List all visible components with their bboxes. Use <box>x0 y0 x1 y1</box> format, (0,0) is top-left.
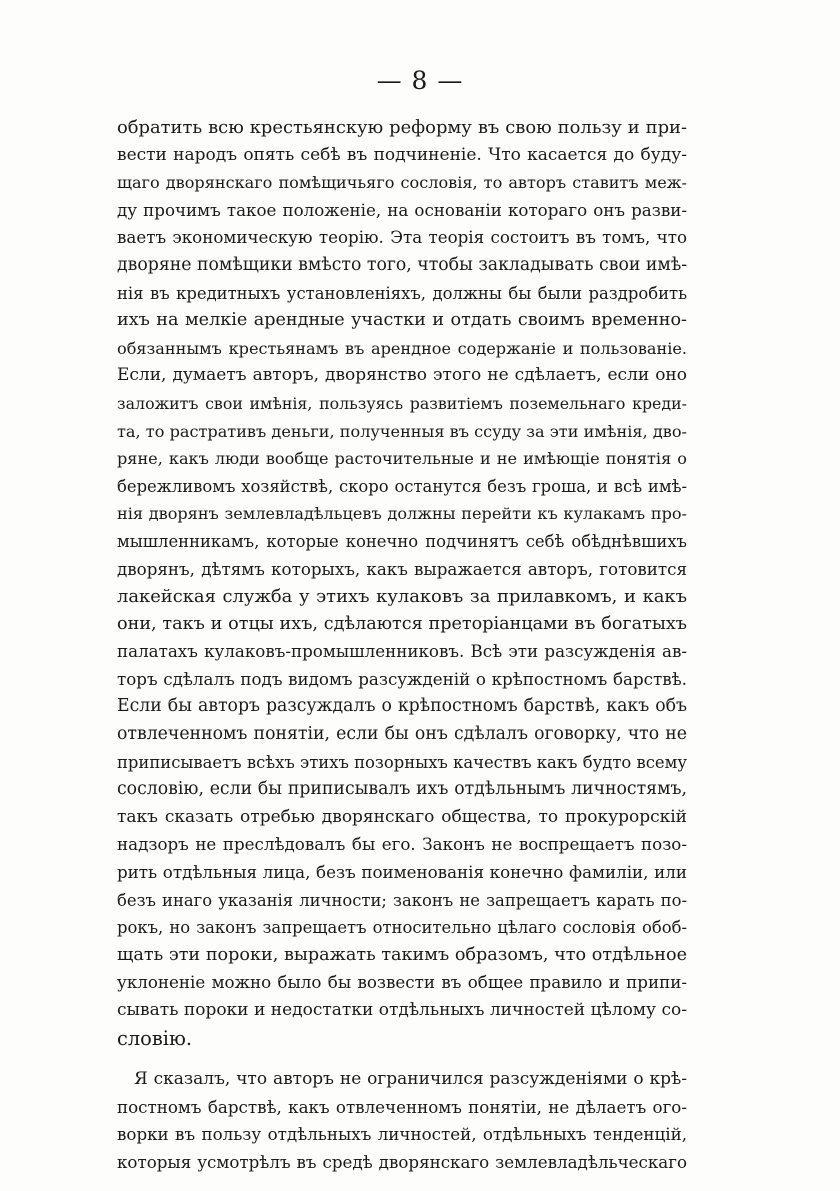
text-line: безъ инаго указанія личности; законъ не запрещаетъ карать по- <box>117 890 687 910</box>
text-line: щать эти пороки, выражать такимъ образомъ, что отдѣльное <box>117 944 687 965</box>
text-line: уклоненіе можно было бы возвести въ общее правило и припи- <box>117 972 687 993</box>
text-line: Я сказалъ, что авторъ не ограничился разсужденіями о крѣ- <box>134 1069 687 1090</box>
text-line: ихъ на мелкіе арендные участки и отдать своимъ временно- <box>117 310 687 331</box>
text-line: ваетъ экономическую теорію. Эта теорія состоитъ въ томъ, что <box>117 227 687 248</box>
text-line: сословію, если бы приписывалъ ихъ отдѣльнымъ личностямъ, <box>117 779 687 800</box>
text-line: дворяне помѣщики вмѣсто того, чтобы закладывать свои имѣ- <box>117 254 687 275</box>
text-line: ряне, какъ люди вообще расточительные и не имѣющіе понятія о <box>117 449 687 469</box>
text-line: торъ сдѣлалъ подъ видомъ разсужденій о крѣпостномъ барствѣ. <box>117 668 687 689</box>
text-line: та, то растративъ деньги, полученныя въ ссуду за эти имѣнія, дво- <box>117 421 687 441</box>
text-line: обратить всю крестьянскую реформу въ свою пользу и при- <box>117 117 687 138</box>
paragraph-gap <box>117 1052 687 1066</box>
text-line: которыя усмотрѣлъ въ средѣ дворянскаго землевладѣльческаго <box>117 1151 687 1172</box>
text-line: бережливомъ хозяйствѣ, скоро останутся безъ гроша, и всѣ имѣ- <box>117 476 687 496</box>
text-line: приписываетъ всѣхъ этихъ позорныхъ качествъ какъ будто всему <box>117 752 687 772</box>
text-line: палатахъ кулаковъ-промышленниковъ. Всѣ эти разсужденія ав- <box>117 641 687 662</box>
text-line: мышленникамъ, которые конечно подчинятъ себѣ обѣднѣвшихъ <box>117 531 687 551</box>
text-line: нія въ кредитныхъ установленіяхъ, должны бы были раздробить <box>117 283 687 303</box>
text-line: обязаннымъ крестьянамъ въ арендное содержаніе и пользованіе. <box>117 338 687 358</box>
page-number: — 8 — <box>376 66 464 95</box>
text-line: такъ сказать отребью дворянскаго общества, то прокурорскій <box>117 806 687 827</box>
text-line: ворки въ пользу отдѣльныхъ личностей, отдѣльныхъ тенденцій, <box>117 1124 687 1145</box>
text-line: лакейская служба у этихъ кулаковъ за прилавкомъ, и какъ <box>117 586 687 608</box>
paragraph-1 <box>117 114 687 1052</box>
text-line: Если бы авторъ разсуждалъ о крѣпостномъ барствѣ, какъ объ <box>117 696 687 717</box>
paragraph-2 <box>117 1066 687 1176</box>
text-line: постномъ барствѣ, какъ отвлеченномъ понятіи, не дѣлаетъ ого- <box>117 1096 687 1117</box>
text-line: заложитъ свои имѣнія, пользуясь развитіемъ поземельнаго креди- <box>117 393 687 413</box>
text-line: рокъ, но законъ запрещаетъ относительно цѣлаго сословія обоб- <box>117 918 687 938</box>
text-line: они, такъ и отцы ихъ, сдѣлаются преторіанцами въ богатыхъ <box>117 613 687 634</box>
text-line: щаго дворянскаго помѣщичьяго сословія, то авторъ ставитъ меж- <box>117 173 687 193</box>
page-body-text <box>117 114 687 1177</box>
text-line: нія дворянъ землевладѣльцевъ должны перейти къ кулакамъ про- <box>117 504 687 524</box>
text-line: отвлеченномъ понятіи, если бы онъ сдѣлалъ оговорку, что не <box>117 724 687 745</box>
text-line: Если, думаетъ авторъ, дворянство этого не сдѣлаетъ, если оно <box>117 365 687 386</box>
text-line: словію. <box>117 1026 193 1050</box>
text-line: ду прочимъ такое положеніе, на основаніи котораго онъ разви- <box>117 199 687 220</box>
text-line: сывать пороки и недостатки отдѣльныхъ личностей цѣлому со- <box>117 1000 687 1020</box>
text-line: дворянъ, дѣтямъ которыхъ, какъ выражается авторъ, готовится <box>117 558 687 579</box>
text-line: надзоръ не преслѣдовалъ бы его. Законъ не воспрещаетъ позо- <box>117 834 687 855</box>
text-line: рить отдѣльныя лица, безъ поименованія конечно фамиліи, или <box>117 862 687 883</box>
text-line: вести народъ опять себѣ въ подчиненіе. Что касается до буду- <box>117 144 687 165</box>
